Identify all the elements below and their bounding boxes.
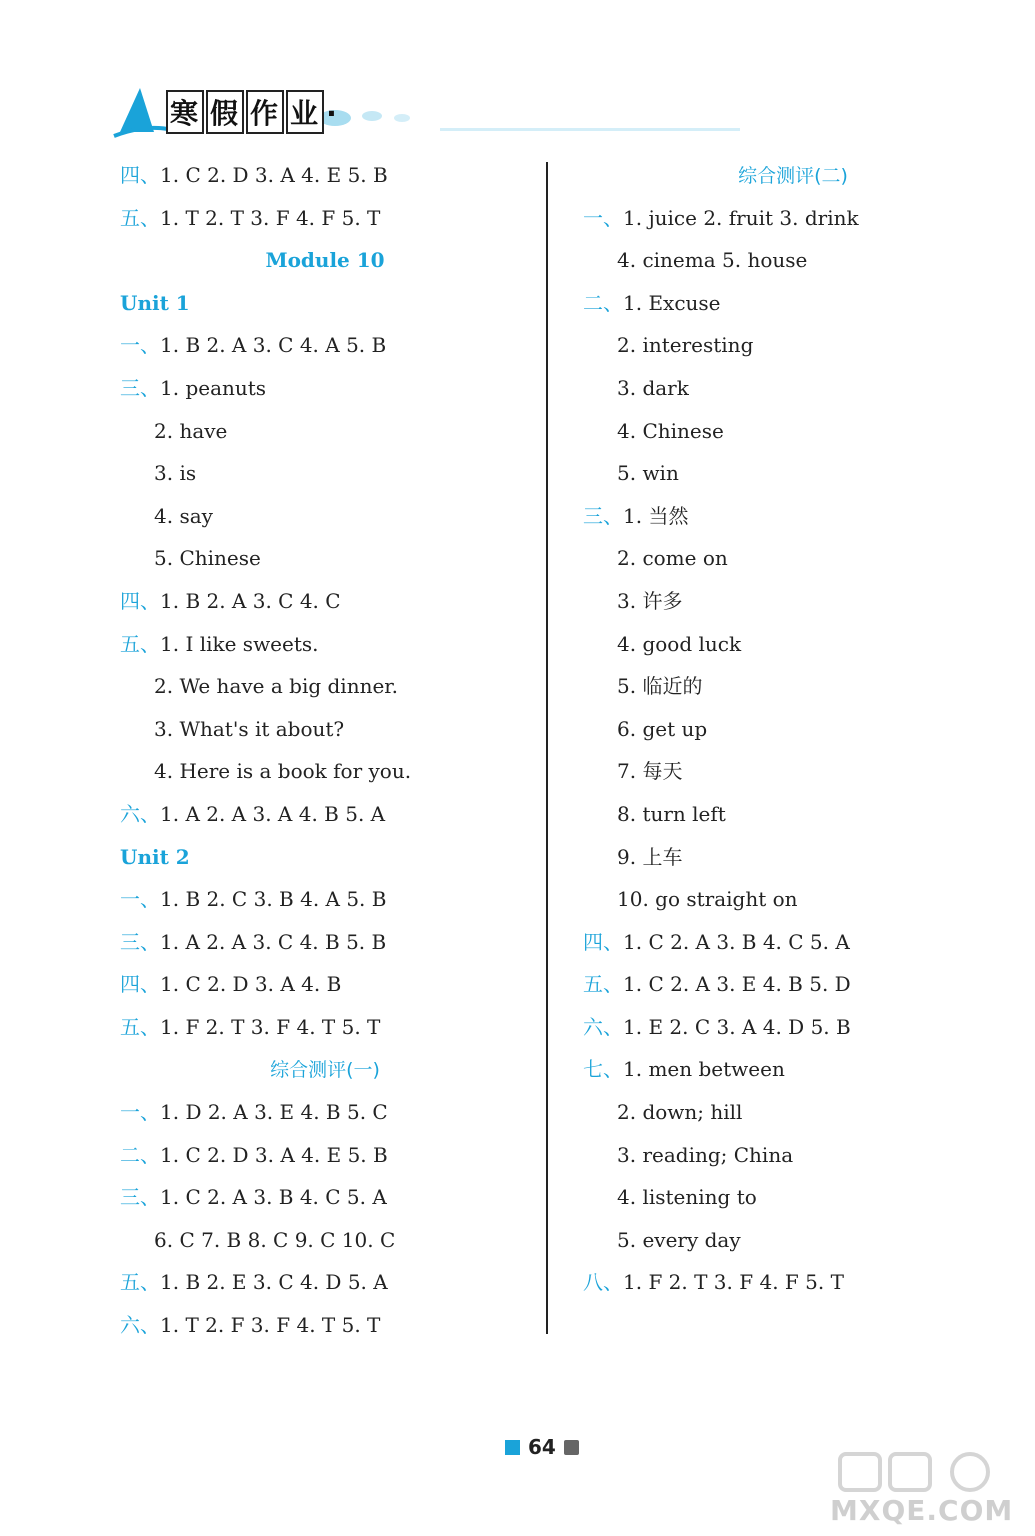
question-number: 六、: [583, 1014, 623, 1039]
answer-text: 1. C 2. D 3. A 4. E 5. B: [160, 163, 388, 187]
answer-subline: [583, 410, 1003, 453]
question-number: 四、: [583, 929, 623, 954]
answer-text: 2. come on: [617, 546, 728, 571]
question-number: 四、: [120, 972, 160, 997]
answer-text: 3. reading; China: [617, 1142, 794, 1167]
answer-text: 2. interesting: [617, 333, 754, 358]
answer-text: 3. dark: [617, 375, 689, 400]
answer-line: [120, 1304, 530, 1347]
answer-text: 1. T 2. T 3. F 4. F 5. T: [160, 205, 381, 230]
answer-text: 1. B 2. C 3. B 4. A 5. B: [160, 887, 387, 912]
right-column: [583, 154, 1003, 1304]
answer-line: [120, 197, 530, 240]
answer-subline: [583, 1219, 1003, 1262]
answer-text: 1. E 2. C 3. A 4. D 5. B: [623, 1014, 851, 1039]
answer-text: 2. down; hill: [617, 1100, 743, 1125]
answer-text: 1. juice 2. fruit 3. drink: [623, 205, 859, 230]
answer-line: [120, 1261, 530, 1304]
question-number: 六、: [120, 801, 160, 826]
answer-text: 4. listening to: [617, 1185, 757, 1210]
answer-text: 2. We have a big dinner.: [154, 674, 399, 699]
answer-line: [583, 1261, 1003, 1304]
watermark-text: MXQE.COM: [830, 1494, 1014, 1527]
question-number: 三、: [120, 375, 160, 400]
question-number: 五、: [120, 205, 160, 230]
module-heading: [120, 239, 530, 282]
header-char: 作: [246, 90, 284, 134]
answer-subline: [120, 1219, 530, 1262]
question-number: 二、: [120, 1142, 160, 1167]
column-divider: [546, 162, 548, 1334]
header-char: 业: [286, 90, 324, 134]
question-number: 五、: [583, 972, 623, 997]
answer-subline: [583, 367, 1003, 410]
answer-line: [583, 197, 1003, 240]
left-column: [120, 154, 530, 1347]
answer-subline: [120, 665, 530, 708]
page-number: 64: [528, 1435, 556, 1459]
answer-line: [120, 921, 530, 964]
answer-text: 5. every day: [617, 1227, 741, 1252]
answer-subline: [120, 750, 530, 793]
answer-subline: [583, 836, 1003, 879]
answer-text: 7. 每天: [617, 759, 683, 784]
question-number: 五、: [120, 1014, 160, 1039]
answer-line: [120, 963, 530, 1006]
blue-square-icon: [505, 1440, 520, 1455]
answer-line: [583, 282, 1003, 325]
question-number: 一、: [120, 1100, 160, 1125]
answer-text: 6. C 7. B 8. C 9. C 10. C: [154, 1227, 396, 1252]
answer-line: [120, 793, 530, 836]
answer-line: [120, 878, 530, 921]
gray-square-icon: [564, 1440, 579, 1455]
answer-text: 1. I like sweets.: [160, 631, 319, 656]
answer-text: 8. turn left: [617, 801, 726, 826]
answer-line: [120, 154, 530, 197]
answer-text: 4. Here is a book for you.: [154, 759, 412, 784]
header-dot: ·: [326, 97, 339, 130]
answer-text: 1. B 2. A 3. C 4. C: [160, 588, 341, 613]
page-header: [110, 70, 750, 150]
answer-text: 6. get up: [617, 716, 708, 741]
answer-subline: [583, 750, 1003, 793]
answer-text: 1. 当然: [623, 503, 689, 528]
question-number: 四、: [120, 163, 160, 187]
answer-line: [583, 495, 1003, 538]
answer-text: 1. B 2. E 3. C 4. D 5. A: [160, 1270, 388, 1295]
answer-text: 1. C 2. D 3. A 4. B: [160, 972, 342, 997]
question-number: 一、: [120, 333, 160, 358]
question-number: 七、: [583, 1057, 623, 1082]
answer-text: 1. C 2. A 3. E 4. B 5. D: [623, 972, 851, 997]
answer-subline: [583, 1176, 1003, 1219]
answer-text: 4. Chinese: [617, 418, 724, 443]
question-number: 一、: [583, 205, 623, 230]
answer-text: 9. 上车: [617, 844, 683, 869]
unit-heading: [120, 282, 530, 325]
answer-subline: [583, 324, 1003, 367]
answer-subline: [120, 495, 530, 538]
question-number: 八、: [583, 1270, 623, 1295]
answer-subline: [583, 239, 1003, 282]
answer-line: [120, 623, 530, 666]
answer-line: [120, 580, 530, 623]
answer-text: 1. Excuse: [623, 290, 721, 315]
question-number: 三、: [583, 503, 623, 528]
answer-subline: [120, 410, 530, 453]
answer-subline: [583, 793, 1003, 836]
unit-heading: [120, 836, 530, 879]
answer-text: 1. C 2. A 3. B 4. C 5. A: [160, 1185, 387, 1210]
answer-text: 5. 临近的: [617, 674, 703, 699]
question-number: 二、: [583, 290, 623, 315]
answer-text: 1. peanuts: [160, 375, 267, 400]
answer-line: [583, 921, 1003, 964]
answer-line: [120, 1176, 530, 1219]
module-title: Module 10: [265, 248, 385, 273]
question-number: 三、: [120, 1185, 160, 1210]
answer-text: 1. B 2. A 3. C 4. A 5. B: [160, 333, 387, 358]
answer-line: [120, 1091, 530, 1134]
answer-text: 1. T 2. F 3. F 4. T 5. T: [160, 1313, 381, 1338]
answer-text: 4. cinema 5. house: [617, 248, 808, 273]
answer-text: 4. say: [154, 503, 213, 528]
answer-text: 1. men between: [623, 1057, 785, 1082]
question-number: 四、: [120, 588, 160, 613]
answer-subline: [120, 708, 530, 751]
answer-text: 5. win: [617, 461, 679, 486]
answer-subline: [583, 537, 1003, 580]
answer-line: [120, 1006, 530, 1049]
answer-text: 1. A 2. A 3. C 4. B 5. B: [160, 929, 387, 954]
header-char: 假: [206, 90, 244, 134]
answer-text: 3. is: [154, 461, 197, 486]
answer-line: [120, 367, 530, 410]
page-footer: [505, 1432, 579, 1462]
answer-line: [583, 1048, 1003, 1091]
question-number: 一、: [120, 887, 160, 912]
answer-text: 1. A 2. A 3. A 4. B 5. A: [160, 801, 386, 826]
answer-text: 1. F 2. T 3. F 4. F 5. T: [623, 1270, 844, 1295]
section-heading: [120, 1048, 530, 1091]
answer-subline: [120, 537, 530, 580]
answer-text: 3. 许多: [617, 588, 683, 613]
answer-text: 3. What's it about?: [154, 716, 345, 741]
unit-title: Unit 1: [120, 290, 190, 315]
answer-line: [120, 324, 530, 367]
answer-subline: [583, 665, 1003, 708]
watermark-logo-icon: [830, 1450, 1025, 1494]
answer-text: 1. C 2. A 3. B 4. C 5. A: [623, 929, 850, 954]
answer-text: 2. have: [154, 418, 228, 443]
section-title: 综合测评(一): [270, 1059, 380, 1082]
answer-line: [583, 963, 1003, 1006]
section-title: 综合测评(二): [738, 165, 848, 187]
answer-text: 1. D 2. A 3. E 4. B 5. C: [160, 1100, 388, 1125]
unit-title: Unit 2: [120, 844, 190, 869]
answer-text: 1. C 2. D 3. A 4. E 5. B: [160, 1142, 388, 1167]
answer-subline: [583, 708, 1003, 751]
header-char: 寒: [166, 90, 204, 134]
answer-text: 10. go straight on: [617, 887, 798, 912]
answer-line: [120, 1134, 530, 1177]
answer-subline: [583, 1091, 1003, 1134]
section-heading: [583, 154, 1003, 197]
question-number: 六、: [120, 1313, 160, 1338]
question-number: 三、: [120, 929, 160, 954]
question-number: 五、: [120, 631, 160, 656]
answer-text: 1. F 2. T 3. F 4. T 5. T: [160, 1014, 381, 1039]
watermark: [830, 1450, 1025, 1530]
answer-subline: [120, 452, 530, 495]
answer-text: 4. good luck: [617, 631, 742, 656]
answer-subline: [583, 623, 1003, 666]
question-number: 五、: [120, 1270, 160, 1295]
answer-subline: [583, 452, 1003, 495]
header-title: [166, 90, 339, 134]
answer-subline: [583, 878, 1003, 921]
answer-line: [583, 1006, 1003, 1049]
answer-text: 5. Chinese: [154, 546, 261, 571]
answer-subline: [583, 580, 1003, 623]
answer-subline: [583, 1134, 1003, 1177]
